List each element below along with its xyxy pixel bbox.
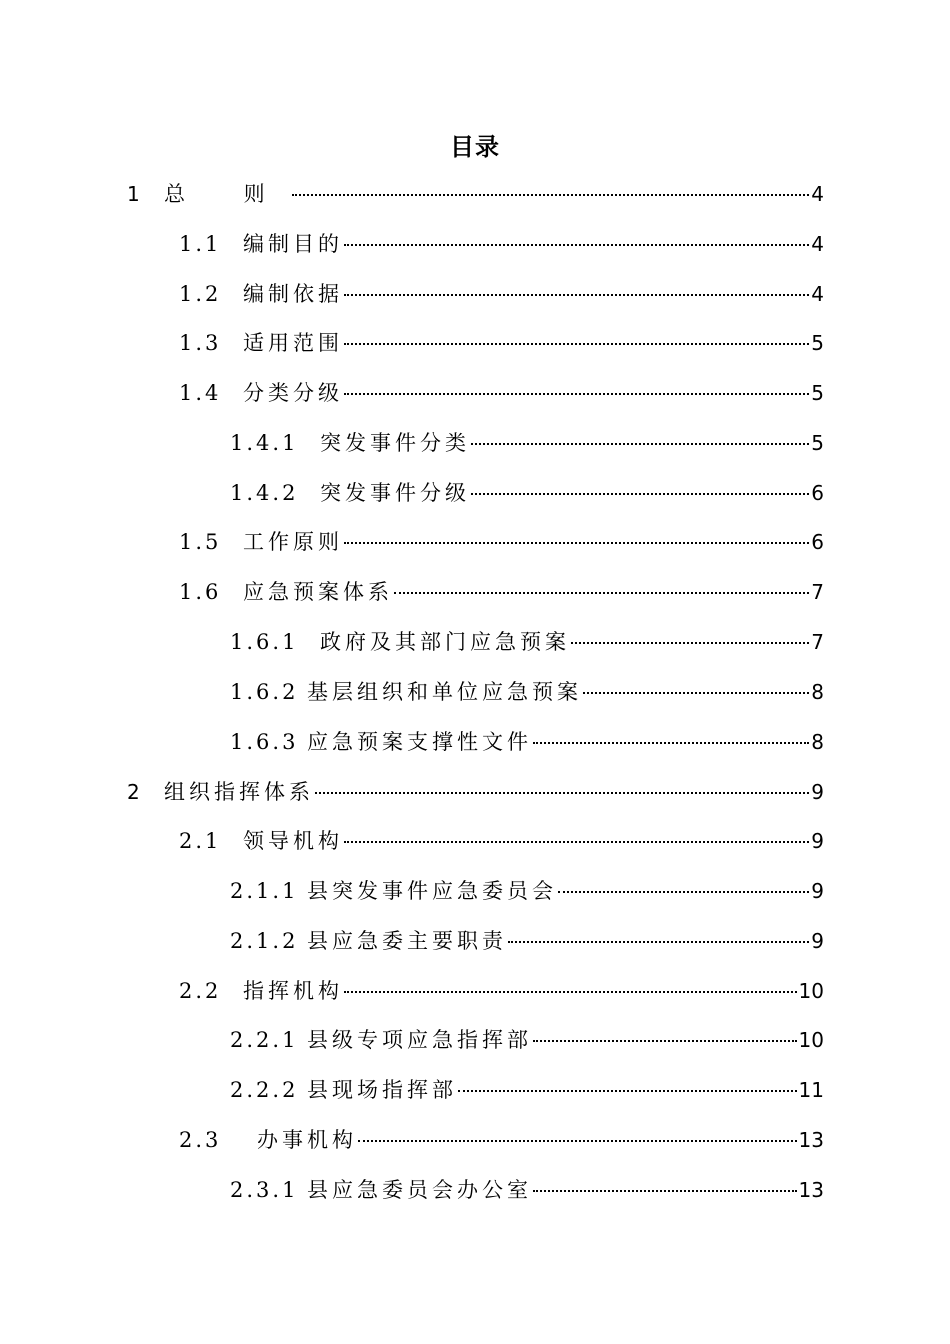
- toc-title: 县突发事件应急委员会: [307, 879, 557, 903]
- toc-leader-dots: [394, 592, 809, 594]
- toc-page-number: 9: [811, 780, 824, 804]
- toc-page-number: 4: [811, 182, 824, 206]
- toc-entry[interactable]: [230, 627, 824, 657]
- toc-page-number: 5: [811, 381, 824, 405]
- toc-number: 1.6.3: [230, 730, 299, 754]
- toc-page-number: 13: [798, 1178, 824, 1202]
- toc-title: 县应急委员会办公室: [307, 1178, 532, 1202]
- toc-leader-dots: [344, 841, 809, 843]
- toc-title: 编制依据: [243, 282, 343, 306]
- toc-entry[interactable]: [230, 1175, 824, 1205]
- toc-title: 县级专项应急指挥部: [307, 1028, 532, 1052]
- page-title: 目录: [450, 133, 500, 161]
- toc-leader-dots: [533, 1040, 797, 1042]
- toc-page-number: 10: [798, 979, 824, 1003]
- toc-number: 1.6.1: [230, 630, 299, 654]
- toc-page-number: 11: [798, 1078, 824, 1102]
- toc-title: 编制目的: [243, 232, 343, 256]
- toc-leader-dots: [471, 493, 809, 495]
- toc-leader-dots: [344, 393, 809, 395]
- toc-title: 领导机构: [243, 829, 343, 853]
- toc-page-number: 6: [811, 530, 824, 554]
- toc-leader-dots: [558, 891, 809, 893]
- toc-entry[interactable]: [230, 428, 824, 458]
- toc-title: 办事机构: [257, 1128, 357, 1152]
- toc-number: 2.1: [179, 829, 222, 853]
- toc-entry[interactable]: [179, 577, 824, 607]
- toc-title: 突发事件分类: [320, 431, 470, 455]
- toc-leader-dots: [571, 642, 809, 644]
- toc-title: 政府及其部门应急预案: [320, 630, 570, 654]
- toc-number: 1.4.1: [230, 431, 299, 455]
- toc-entry[interactable]: [127, 777, 824, 807]
- toc-leader-dots: [458, 1090, 797, 1092]
- toc-entry[interactable]: [179, 328, 824, 358]
- toc-title: 工作原则: [243, 530, 343, 554]
- toc-entry[interactable]: [230, 1075, 824, 1105]
- toc-number: 2.3.1: [230, 1178, 299, 1202]
- toc-page-number: 9: [811, 929, 824, 953]
- toc-number: 1.3: [179, 331, 222, 355]
- toc-title: 基层组织和单位应急预案: [307, 680, 582, 704]
- toc-page-number: 8: [811, 730, 824, 754]
- toc-page-number: 5: [811, 331, 824, 355]
- toc-number: 2.2: [179, 979, 222, 1003]
- toc-page-number: 5: [811, 431, 824, 455]
- toc-entry[interactable]: [179, 1125, 824, 1155]
- toc-leader-dots: [344, 294, 809, 296]
- toc-entry[interactable]: [179, 826, 824, 856]
- toc-title: 总 则: [164, 182, 291, 206]
- toc-page-number: 4: [811, 232, 824, 256]
- toc-page-number: 7: [811, 630, 824, 654]
- toc-leader-dots: [583, 692, 809, 694]
- toc-number: 1: [127, 182, 140, 206]
- toc-number: 1.6: [179, 580, 222, 604]
- toc-leader-dots: [344, 343, 809, 345]
- toc-entry[interactable]: [179, 976, 824, 1006]
- toc-page-number: 6: [811, 481, 824, 505]
- toc-leader-dots: [471, 443, 809, 445]
- toc-number: 1.1: [179, 232, 222, 256]
- toc-entry[interactable]: [230, 926, 824, 956]
- toc-entry[interactable]: [230, 1025, 824, 1055]
- toc-number: 1.4: [179, 381, 222, 405]
- toc-page-number: 4: [811, 282, 824, 306]
- toc-leader-dots: [344, 991, 797, 993]
- toc-number: 2.1.2: [230, 929, 299, 953]
- toc-leader-dots: [344, 542, 809, 544]
- toc-entry[interactable]: [179, 279, 824, 309]
- toc-entry[interactable]: [127, 179, 824, 209]
- toc-page-number: 13: [798, 1128, 824, 1152]
- toc-number: 2.2.2: [230, 1078, 299, 1102]
- toc-leader-dots: [358, 1140, 797, 1142]
- toc-title: 适用范围: [243, 331, 343, 355]
- toc-page-number: 8: [811, 680, 824, 704]
- toc-leader-dots: [533, 742, 809, 744]
- toc-number: 2.3: [179, 1128, 222, 1152]
- toc-number: 1.4.2: [230, 481, 299, 505]
- toc-entry[interactable]: [230, 727, 824, 757]
- toc-entry[interactable]: [179, 378, 824, 408]
- toc-entry[interactable]: [230, 478, 824, 508]
- toc-number: 1.5: [179, 530, 222, 554]
- toc-title: 应急预案体系: [243, 580, 393, 604]
- toc-page-number: 9: [811, 879, 824, 903]
- toc-title: 县应急委主要职责: [307, 929, 507, 953]
- toc-leader-dots: [508, 941, 809, 943]
- toc-number: 1.2: [179, 282, 222, 306]
- toc-title: 应急预案支撑性文件: [307, 730, 532, 754]
- toc-number: 2.2.1: [230, 1028, 299, 1052]
- toc-leader-dots: [292, 194, 810, 196]
- toc-entry[interactable]: [179, 527, 824, 557]
- toc-leader-dots: [533, 1190, 797, 1192]
- toc-page-number: 7: [811, 580, 824, 604]
- toc-entry[interactable]: [179, 229, 824, 259]
- toc-title: 组织指挥体系: [164, 780, 314, 804]
- toc-page-number: 10: [798, 1028, 824, 1052]
- toc-title: 分类分级: [243, 381, 343, 405]
- toc-title: 指挥机构: [243, 979, 343, 1003]
- toc-title: 突发事件分级: [320, 481, 470, 505]
- toc-entry[interactable]: [230, 876, 824, 906]
- toc-number: 2: [127, 780, 140, 804]
- toc-title: 县现场指挥部: [307, 1078, 457, 1102]
- toc-entry[interactable]: [230, 677, 824, 707]
- toc-leader-dots: [344, 244, 809, 246]
- toc-number: 2.1.1: [230, 879, 299, 903]
- toc-page-number: 9: [811, 829, 824, 853]
- toc-number: 1.6.2: [230, 680, 299, 704]
- toc-leader-dots: [315, 792, 809, 794]
